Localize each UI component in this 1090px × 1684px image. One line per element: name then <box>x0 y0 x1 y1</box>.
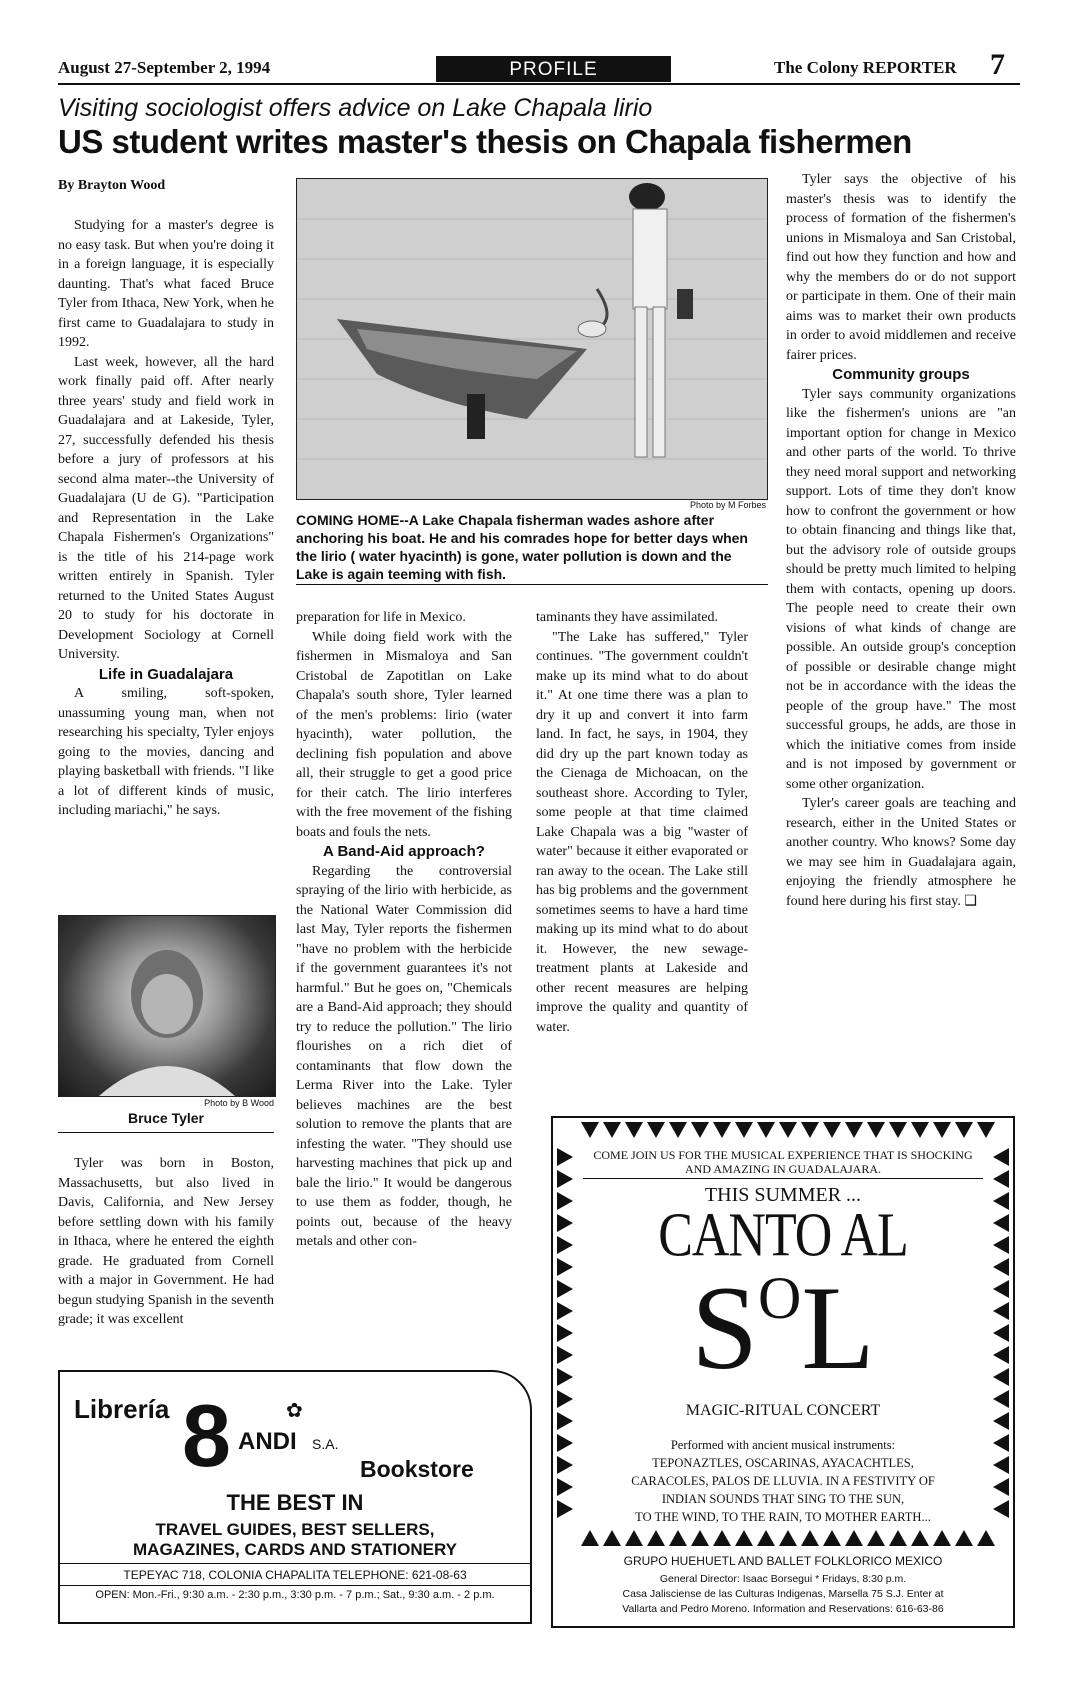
desc-line: TO THE WIND, TO THE RAIN, TO MOTHER EARTH... <box>635 1510 931 1524</box>
sa-label: S.A. <box>312 1436 339 1452</box>
fisherman-photo <box>296 178 768 500</box>
main-photo-credit: Photo by M Forbes <box>689 500 766 510</box>
main-photo-caption: COMING HOME--A Lake Chapala fisherman wades ashore after anchoring his boat. He and his comrades hope for better days when the lirio ( water hyacinth) is gone, water pollution is down and the Lake is again teeming with fish. <box>296 512 748 582</box>
kicker: Visiting sociologist offers advice on Lake Chapala lirio <box>58 94 653 122</box>
andi-label: ANDI <box>238 1428 297 1455</box>
intro-rule <box>583 1178 983 1179</box>
concert-title-2 <box>553 1261 1013 1424</box>
desc-line: CARACOLES, PALOS DE LLUVIA. IN A FESTIVITY OF <box>631 1474 935 1488</box>
ad-rule <box>60 1563 530 1564</box>
headline: US student writes master's thesis on Chapala fishermen <box>58 123 912 160</box>
caption-rule <box>58 1132 274 1133</box>
paragraph: Studying for a master's degree is no easy task. But when you're doing it in a foreign language, it is especially daunting. That's what faced Bruce Tyler from Ithaca, New York, when he first came to Guadalajara to study in 1992. <box>58 218 274 350</box>
info-line: Vallarta and Pedro Moreno. Information and Reservations: 616-63-86 <box>622 1603 944 1615</box>
ad-line-2: MAGAZINES, CARDS AND STATIONERY <box>133 1540 457 1559</box>
desc-line: INDIAN SOUNDS THAT SING TO THE SUN, <box>661 1492 905 1506</box>
paragraph: Tyler says the objective of his master's thesis was to identify the process of formation of the fishermen's unions in Mismaloya and San Cristobal, find out how they function and how and why the members do or do not support or participate in them. One of their main aims was to market their own products in order to avoid middlemen and receive fairer prices. <box>786 172 1016 363</box>
flower-icon: ✿ <box>286 1400 303 1422</box>
bookstore-ad <box>58 1370 532 1624</box>
concert-description <box>553 1436 1013 1526</box>
column-1-cont <box>58 1154 274 1330</box>
page-number: 7 <box>990 48 1005 81</box>
paragraph: Tyler says community organizations like the fishermen's unions are "an important option for change in Mexico and other parts of the world. To thrive they need moral support and networking support. Lots of time they don't know how to confront the government or how to obtain financing and things like that, but the advisory role of outside groups should be pretty much limited to helping them with contacts, opening up doors. The people need to create their own visions of what kinds of change are possible. An outside group's conception of possible or desirable change might not be in accordance with the ideas the people of the group have." The most successful groups, he adds, are those in which the initiative comes from inside and is not imposed by government or some other organization. <box>786 386 1016 792</box>
portrait-figure <box>59 916 275 1096</box>
issue-date: August 27-September 2, 1994 <box>58 58 271 77</box>
fisherman-scene <box>297 179 767 499</box>
ad-line-1: TRAVEL GUIDES, BEST SELLERS, <box>155 1520 435 1539</box>
column-3 <box>536 608 748 1037</box>
paragraph: Tyler was born in Boston, Massachusetts, but also lived in Davis, California, and New Jersey before settling down with his family in Ithaca, where he entered the eighth grade. He graduated from Cornell with a major in Government. He had begun studying Spanish in the seventh grade; it was excellent <box>58 1156 274 1327</box>
concert-intro: COME JOIN US FOR THE MUSICAL EXPERIENCE THAT IS SHOCKING AND AMAZING IN GUADALAJARA. <box>593 1148 973 1176</box>
concert-subtitle: MAGIC-RITUAL CONCERT <box>685 1402 881 1419</box>
concert-ad <box>551 1116 1015 1628</box>
ad-hours: OPEN: Mon.-Fri., 9:30 a.m. - 2:30 p.m., 3:30 p.m. - 7 p.m.; Sat., 9:30 a.m. - 2 p.m. <box>95 1589 495 1601</box>
paragraph: A smiling, soft-spoken, unassuming young man, when not researching his specialty, Tyler enjoys going to the movies, dancing and playing basketball with friends. "I like a lot of different kinds of music, including mariachi," he says. <box>58 686 274 818</box>
ad-rule <box>60 1585 530 1586</box>
caption-rule <box>296 584 768 585</box>
column-4 <box>786 170 1016 911</box>
portrait-photo <box>58 915 276 1097</box>
paragraph: Regarding the controversial spraying of the lirio with herbicide, as the National Water Commission did last May, Tyler reports the fishermen "have no problem with the herbicide if the government guarantees it's not harmful." But he goes on, "Chemicals are a Band-Aid approach; they should try to reduce the pollution." The lirio flourishes on a rich diet of contaminants that flow down the Lerma River into the Lake. Tyler believes machines are the best solution to remove the plants that are infesting the water. "They should use harvesting machines that pick up and bale the lirio." It would be dangerous to use them as fodder, though, he points out, because of the heavy metals and other con- <box>296 863 512 1249</box>
info-line: General Director: Isaac Borsegui * Fridays, 8:30 p.m. <box>659 1573 907 1585</box>
paragraph: Last week, however, all the hard work finally paid off. After nearly three years' study and field work in Guadalajara and at Lakeside, Tyler, 27, successfully defended his thesis before a jury of professors at his second alma mater--the University of Guadalajara (U de G). "Participation and Representation in the Lake Chapala Fishermen's Organizations" is the title of his 214-page work written entirely in Spanish. Tyler returned to the United States August 20 to study for his doctorate in Development Sociology at Cornell University. <box>58 354 274 662</box>
concert-title-1: CANTO AL <box>658 1201 908 1270</box>
title-s: S <box>691 1261 759 1394</box>
concert-info <box>553 1572 1013 1617</box>
desc-line: Performed with ancient musical instruments: <box>670 1438 896 1452</box>
column-2 <box>296 608 512 1252</box>
column-1 <box>58 216 274 821</box>
best-label: THE BEST IN <box>226 1490 364 1515</box>
byline: By Brayton Wood <box>58 178 166 193</box>
subhead-life: Life in Guadalajara <box>98 665 234 683</box>
paragraph: preparation for life in Mexico. <box>296 610 466 625</box>
paragraph: taminants they have assimilated. <box>536 610 718 625</box>
portrait-credit: Photo by B Wood <box>204 1098 274 1108</box>
masthead <box>58 48 1018 84</box>
concert-summer: THIS SUMMER ... <box>704 1184 862 1206</box>
subhead-band-aid: A Band-Aid approach? <box>323 843 485 860</box>
title-o: O <box>758 1265 802 1331</box>
masthead-rule <box>58 83 1020 85</box>
ad-address: TEPEYAC 718, COLONIA CHAPALITA TELEPHONE: 621-08-63 <box>123 1568 467 1582</box>
paragraph: Tyler's career goals are teaching and research, either in the United States or another country. Who knows? Some day we may see him in Guadalajara again, enjoying the friendly atmosphere he found here during his first stay. ❑ <box>786 796 1016 909</box>
sandi-logo-letter: 8 <box>182 1386 231 1485</box>
paragraph: "The Lake has suffered," Tyler continues. "The government couldn't make up its mind what to do about it." At one time there was a plan to dry it up and convert it into farm land. In fact, he says, in 1904, they did dry up the part known today as the Cienaga de Michoacan, on the southeast shore. According to Tyler, some people at that time claimed Lake Chapala was a big "waster of water" because it either evaporated or ran away to the ocean. The Lake still has big problems and the government sometimes seems to have a hard time making up its mind what to do about it. However, the new sewage-treatment plants at Lakeside and other recent measures are helping improve the quality and quantity of water. <box>536 629 748 1035</box>
subhead-community: Community groups <box>832 366 970 383</box>
bookstore-label: Bookstore <box>360 1456 474 1482</box>
section-label: PROFILE <box>436 56 671 82</box>
concert-group: GRUPO HUEHUETL AND BALLET FOLKLORICO MEXICO <box>623 1554 943 1568</box>
portrait-caption: Bruce Tyler <box>128 1110 204 1126</box>
info-line: Casa Jalisciense de las Culturas Indigenas, Marsella 75 S.J. Enter at <box>622 1588 944 1600</box>
title-l: L <box>801 1261 875 1394</box>
libreria-label: Librería <box>74 1394 170 1424</box>
paper-name: The Colony REPORTER <box>774 58 957 77</box>
paragraph: While doing field work with the fishermen in Mismaloya and San Cristobal de Zapotitlan on Lake Chapala's south shore, Tyler learned of the men's problems: lirio (water hyacinth), water pollution, the declining fish population and above all, their struggle to get a good price for their catch. The lirio interferes with the free movement of the fishing boats and fouls the nets. <box>296 629 512 840</box>
desc-line: TEPONAZTLES, OSCARINAS, AYACACHTLES, <box>652 1456 914 1470</box>
